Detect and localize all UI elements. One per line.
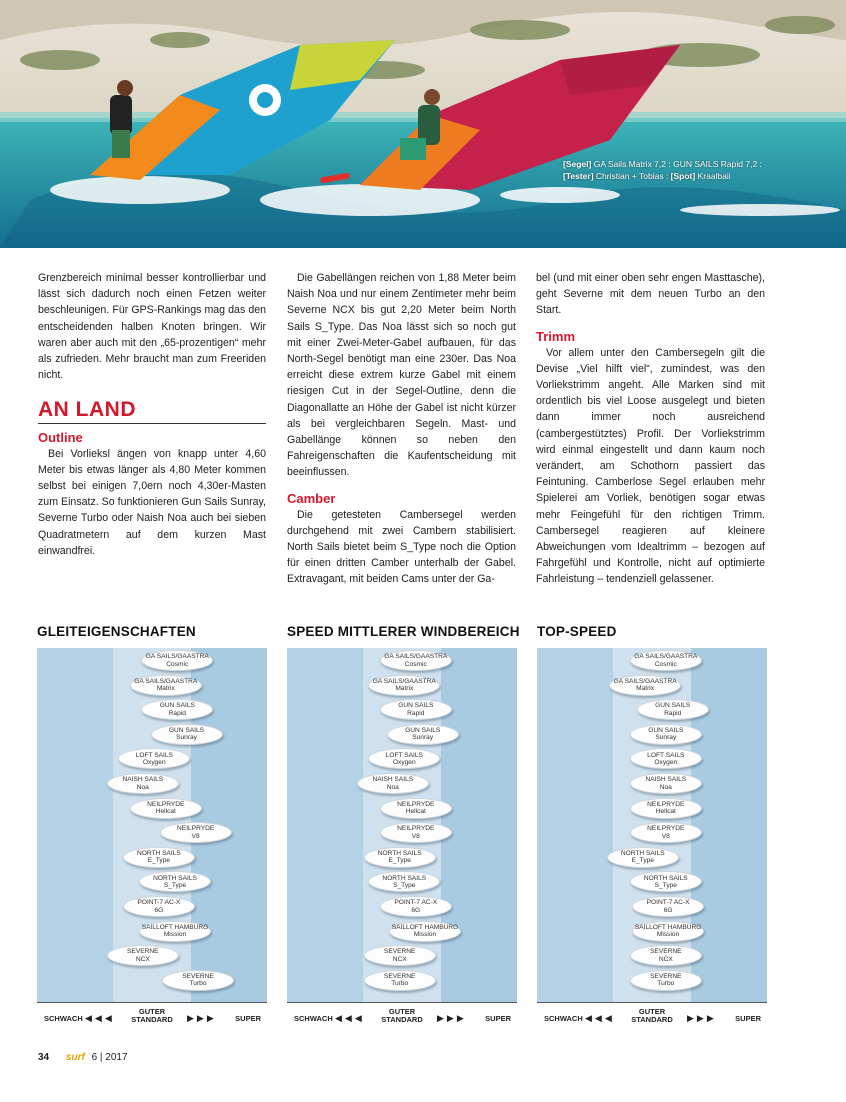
chart-point-brand: GUN SAILS [159, 702, 195, 710]
chart-point-brand: GA SAILS/GAASTRA [134, 677, 198, 685]
axis-label-mid: GUTER STANDARD [631, 1007, 673, 1024]
chart-point-model: S_Type [654, 881, 677, 889]
chart-point-brand: NAISH SAILS [122, 776, 164, 784]
chart-point-model: NCX [392, 955, 407, 963]
chart-plot [287, 648, 517, 1002]
chart-point-model: 6G [411, 906, 421, 914]
paragraph: Grenzbereich minimal besser kontrollierbar und lässt sich dadurch noch einen Fetzen weiter beschleunigen. Für GPS-Rankings mag das den entscheidenden halben Knoten bringen. Wir waren aber auch mit den „65-prozentigen“ mehr als zufrieden. Mehr braucht man zum Freeriden nicht. [38, 272, 266, 382]
arrow-right-icon: ▶▶▶ [437, 1013, 467, 1023]
chart-point-gun-sails-sunray [630, 724, 702, 745]
chart-point-brand: SAILLOFT HAMBURG [634, 923, 702, 931]
chart-point-model: Rapid [407, 709, 425, 717]
chart-point-sailloft-hamburg-mission [389, 921, 461, 942]
chart-point-brand: LOFT SAILS [647, 751, 685, 759]
chart-point-model: Mission [413, 931, 437, 939]
subheading-trimm: Trimm [536, 328, 576, 344]
axis-label-high: SUPER [735, 1014, 761, 1023]
chart-point-model: Oxygen [392, 758, 416, 766]
chart-point-brand: NORTH SAILS [643, 874, 688, 882]
chart-title: GLEITEIGENSCHAFTEN [37, 624, 196, 639]
chart-point-model: E_Type [147, 857, 171, 865]
chart-point-model: Sunray [412, 734, 434, 742]
arrow-left-icon: ◀◀◀ [585, 1013, 615, 1023]
chart-point-model: Oxygen [142, 758, 166, 766]
chart-point-neilpryde-v8 [160, 822, 232, 843]
chart-point-point-7-ac-x-6g [380, 896, 452, 917]
caption-label: [Segel] [563, 159, 592, 169]
chart-plot [537, 648, 767, 1002]
chart-axis [287, 1002, 517, 1032]
paragraph: Die Gabellängen reichen von 1,88 Meter beim Naish Noa und nur einem Zentimeter mehr beim Severne NCX bis gut 2,20 Meter beim North Sails S_Type. Das Noa lässt sich so noch gut mit einer Zwei-Meter-Gabel aufbauen, für das North-Segel benötigt man eine 230er. Das Noa erreicht diese extrem kurze Gabel mit einem riesigen Cut in der Segel-Outline, denn die Diagonallatte an Höhe der Gabel ist nicht kürzer als bei vergleichbaren Segeln. Mast- und Gabellänge können so neben den Fahreigenschaften die Kaufentscheidung mit beeinflussen. [287, 272, 516, 479]
page-footer [38, 1052, 128, 1063]
photo-caption [563, 158, 833, 182]
chart-point-gun-sails-sunray [151, 724, 223, 745]
chart-point-model: Noa [136, 783, 149, 791]
chart-point-model: V8 [191, 832, 200, 840]
chart-point-point-7-ac-x-6g [632, 896, 704, 917]
chart-speed-mittlerer-windbereich [287, 622, 520, 1032]
chart-point-brand: NEILPRYDE [147, 800, 185, 808]
chart-point-ga-sails-gaastra-cosmic [141, 650, 213, 671]
subheading-outline: Outline [38, 429, 83, 445]
caption-text: Kraalbaii [697, 171, 731, 181]
chart-point-sailloft-hamburg-mission [139, 921, 211, 942]
axis-label-mid: GUTER STANDARD [381, 1007, 423, 1024]
page-number: 34 [38, 1052, 50, 1063]
chart-point-brand: NEILPRYDE [397, 800, 435, 808]
chart-point-brand: LOFT SAILS [135, 751, 173, 759]
windsurf-photo-illustration [0, 0, 846, 248]
chart-point-model: Oxygen [654, 758, 678, 766]
arrow-left-icon: ◀◀◀ [335, 1013, 365, 1023]
chart-point-model: V8 [411, 832, 420, 840]
chart-point-model: Mission [163, 931, 187, 939]
chart-point-neilpryde-v8 [380, 822, 452, 843]
axis-label-high: SUPER [235, 1014, 261, 1023]
chart-point-brand: NEILPRYDE [397, 825, 435, 833]
chart-top-speed [537, 622, 767, 1032]
caption-text: GA Sails Matrix 7,2 : GUN SAILS Rapid 7,2 : [593, 159, 762, 169]
chart-point-model: Turbo [657, 980, 675, 988]
chart-point-naish-sails-noa [357, 773, 429, 794]
chart-point-model: Noa [386, 783, 399, 791]
chart-point-neilpryde-hellcat [130, 798, 202, 819]
chart-point-brand: GUN SAILS [168, 727, 205, 735]
chart-point-ga-sails-gaastra-matrix [130, 675, 202, 696]
axis-label-mid: GUTER STANDARD [131, 1007, 173, 1024]
chart-point-neilpryde-hellcat [630, 798, 702, 819]
chart-point-model: Rapid [664, 709, 682, 717]
chart-title: SPEED MITTLERER WINDBEREICH [287, 624, 520, 639]
chart-point-severne-turbo [162, 970, 234, 991]
chart-point-gun-sails-rapid [637, 699, 709, 720]
chart-point-brand: GUN SAILS [405, 727, 441, 735]
chart-point-brand: GA SAILS/GAASTRA [634, 653, 698, 661]
paragraph: Vor allem unter den Cambersegeln gilt die Devise „Viel hilft viel“, zumindest, was den Vorliekstrimm angeht. Alle Marken sind mit ordentlich bis viel Loose ausgelegt und bieten dann immer noch ausreichend (cambergestütztes) Profil. Der Vorliekstrimm wird einmal eingestellt und dann kaum noch verändert, am Schothorn passiert das Feintuning. Camberlose Segel erlauben mehr Spielerei am Vorliek, benötigen sogar etwas mehr Feingefühl für den richtigen Trimm. Cambersegel reagieren auf kleinere Abweichungen vom Idealtrimm – bezogen auf Fahrgefühl und Kontrolle, nicht auf optimierte Fahrleistung – tendenziell gelassener. [536, 346, 765, 586]
axis-label-low: SCHWACH [294, 1014, 333, 1023]
chart-point-model: E_Type [388, 857, 411, 865]
chart-point-brand: SEVERNE [650, 948, 682, 956]
magazine-logo: surf [65, 1052, 85, 1063]
chart-point-brand: NORTH SAILS [377, 850, 422, 858]
arrow-left-icon: ◀◀◀ [85, 1013, 115, 1023]
paragraph: bel (und mit einer oben sehr engen Masttasche), geht Severne mit dem neuen Turbo an den Start. [536, 272, 765, 317]
chart-point-brand: GA SAILS/GAASTRA [384, 653, 448, 661]
chart-point-model: Hellcat [405, 808, 426, 816]
chart-point-model: Matrix [395, 685, 414, 693]
chart-point-severne-turbo [630, 970, 702, 991]
chart-point-ga-sails-gaastra-matrix [368, 675, 440, 696]
article-column-1 [38, 270, 266, 559]
chart-point-north-sails-e-type [123, 847, 195, 868]
chart-point-brand: SEVERNE [383, 948, 416, 956]
chart-point-brand: SAILLOFT HAMBURG [141, 923, 209, 931]
article-column-2 [287, 270, 516, 588]
chart-point-model: Sunray [176, 734, 197, 742]
chart-point-model: E_Type [631, 857, 654, 865]
chart-point-neilpryde-hellcat [380, 798, 452, 819]
chart-point-model: Cosmic [404, 660, 427, 668]
caption-label: [Tester] [563, 171, 594, 181]
chart-point-brand: NEILPRYDE [647, 825, 685, 833]
chart-point-brand: SEVERNE [383, 973, 416, 981]
chart-point-brand: NEILPRYDE [647, 800, 685, 808]
hero-photo [0, 0, 846, 248]
chart-title: TOP-SPEED [537, 624, 617, 639]
chart-point-model: Mission [656, 931, 680, 939]
chart-point-naish-sails-noa [630, 773, 702, 794]
chart-point-brand: NORTH SAILS [136, 850, 181, 858]
chart-point-model: Turbo [391, 980, 409, 988]
axis-label-low: SCHWACH [544, 1014, 583, 1023]
chart-point-brand: NEILPRYDE [177, 825, 215, 833]
chart-point-brand: GA SAILS/GAASTRA [613, 677, 677, 685]
chart-point-brand: SEVERNE [650, 973, 682, 981]
chart-point-model: Turbo [189, 980, 207, 988]
chart-point-severne-ncx [630, 945, 702, 966]
chart-point-brand: NAISH SAILS [372, 776, 414, 784]
chart-point-severne-turbo [364, 970, 436, 991]
chart-point-ga-sails-gaastra-matrix [609, 675, 681, 696]
arrow-right-icon: ▶▶▶ [687, 1013, 717, 1023]
chart-point-brand: POINT-7 AC-X [137, 899, 181, 907]
caption-text: Christian + Tobias : [595, 171, 669, 181]
chart-point-model: Hellcat [155, 808, 176, 816]
chart-point-brand: GA SAILS/GAASTRA [372, 677, 436, 685]
chart-point-model: Cosmic [166, 660, 189, 668]
axis-label-low: SCHWACH [44, 1014, 83, 1023]
chart-point-brand: NORTH SAILS [382, 874, 427, 882]
subheading-camber: Camber [287, 490, 336, 506]
chart-point-model: Hellcat [655, 808, 676, 816]
chart-point-brand: GUN SAILS [655, 702, 691, 710]
chart-point-brand: POINT-7 AC-X [394, 899, 438, 907]
chart-point-brand: SEVERNE [182, 973, 214, 981]
chart-point-model: V8 [661, 832, 670, 840]
section-heading: AN LAND [38, 402, 266, 423]
chart-point-gun-sails-sunray [387, 724, 459, 745]
chart-axis [537, 1002, 767, 1032]
arrow-right-icon: ▶▶▶ [187, 1013, 217, 1023]
chart-point-model: S_Type [393, 881, 416, 889]
chart-point-model: 6G [663, 906, 673, 914]
article-column-3 [536, 270, 765, 588]
paragraph: Bei Vorlieksl ängen von knapp unter 4,60 Meter bis etwas länger als 4,80 Meter kommen selbst bei einigen 7,0ern noch 4,30er-Masten zum Einsatz. So funktionieren Gun Sails Sunray, Severne Turbo oder Naish Noa auch bei sieben Quadratmetern auf dem kurzen Mast einwandfrei. [38, 447, 266, 557]
chart-point-model: 6G [154, 906, 164, 914]
chart-point-north-sails-e-type [607, 847, 679, 868]
chart-point-model: Sunray [655, 734, 677, 742]
chart-point-brand: POINT-7 AC-X [646, 899, 690, 907]
chart-point-brand: NORTH SAILS [620, 850, 665, 858]
paragraph: Die getesteten Cambersegel werden durchgehend mit zwei Cambern stabilisiert. North Sails bietet beim S_Type noch die Option für einen dritten Camber unterhalb der Gabel. Extravagant, mit beiden Cams unter der Ga- [287, 508, 516, 586]
chart-point-brand: GUN SAILS [398, 702, 434, 710]
chart-point-brand: GUN SAILS [648, 727, 684, 735]
chart-point-neilpryde-v8 [630, 822, 702, 843]
chart-point-model: Rapid [168, 709, 186, 717]
chart-gleiteigenschaften [37, 622, 267, 1032]
issue-number: 6 | 2017 [91, 1052, 128, 1063]
chart-point-brand: LOFT SAILS [385, 751, 423, 759]
chart-point-naish-sails-noa [107, 773, 179, 794]
chart-point-ga-sails-gaastra-cosmic [630, 650, 702, 671]
chart-point-brand: SAILLOFT HAMBURG [391, 923, 459, 931]
chart-point-sailloft-hamburg-mission [632, 921, 704, 942]
chart-point-model: Matrix [636, 685, 655, 693]
chart-point-severne-ncx [364, 945, 436, 966]
chart-point-north-sails-e-type [364, 847, 436, 868]
chart-point-model: NCX [135, 955, 150, 963]
caption-label: [Spot] [670, 171, 696, 181]
chart-point-brand: NAISH SAILS [645, 776, 687, 784]
chart-point-brand: NORTH SAILS [153, 874, 197, 882]
chart-point-model: Noa [659, 783, 672, 791]
axis-label-high: SUPER [485, 1014, 511, 1023]
chart-point-brand: GA SAILS/GAASTRA [145, 653, 209, 661]
chart-point-point-7-ac-x-6g [123, 896, 195, 917]
chart-point-model: S_Type [163, 881, 187, 889]
chart-point-brand: SEVERNE [127, 948, 159, 956]
chart-point-gun-sails-rapid [380, 699, 452, 720]
chart-point-model: Matrix [156, 685, 175, 693]
chart-axis [37, 1002, 267, 1032]
chart-point-model: Cosmic [654, 660, 677, 668]
chart-point-model: NCX [658, 955, 673, 963]
chart-point-ga-sails-gaastra-cosmic [380, 650, 452, 671]
chart-plot [37, 648, 267, 1002]
chart-point-severne-ncx [107, 945, 179, 966]
